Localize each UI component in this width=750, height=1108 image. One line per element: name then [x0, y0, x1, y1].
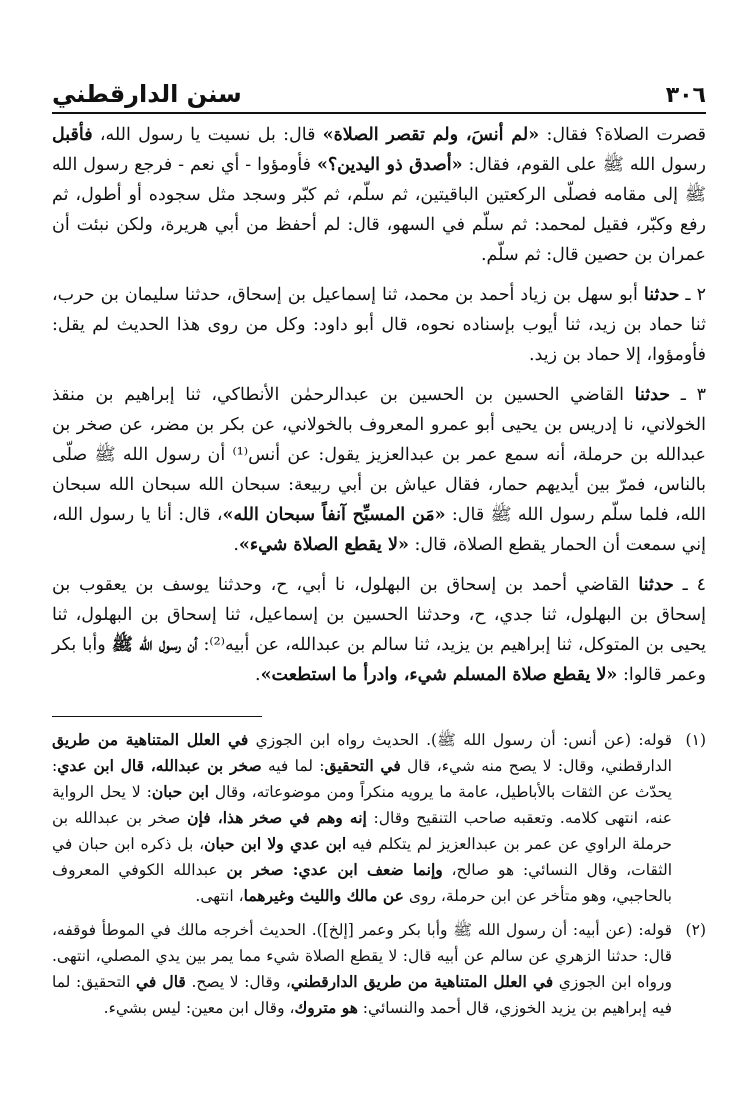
- emphasis: صخر بن عبدالله، قال ابن عدي: [57, 756, 262, 775]
- emphasis: في العلل المتناهية من طريق: [52, 730, 249, 749]
- text-run: : لما فيه: [261, 757, 325, 775]
- chain-lead: حدثنا: [638, 575, 674, 595]
- hadith-4: [52, 570, 706, 690]
- text-run: القاضي الحسين بن الحسين بن عبدالرحمٰن الأنطاكي، ثنا إبراهيم بن منقذ الخولاني، نا إدريس بن يحيى أبو عمرو المعروف بالخولاني، عن بكر بن مضر، عن صخر بن عبدالله بن حرملة، أنه سمع عمر بن عبدالعزيز يقول: عن أنس⁽¹⁾ أن رسول الله ﷺ صلّى بالناس، فمرّ بين أيديهم حمار، فقال عياش بن أبي ربيعة: سبحان الله سبحان الله سبحان الله، فلما سلّم رسول الله ﷺ قال:: [52, 385, 707, 525]
- footnote-text: [52, 917, 672, 1021]
- text-run: قصرت الصلاة؟ فقال:: [539, 125, 706, 145]
- text-run: : لا يحل الرواية عنه، انتهى كلامه. وتعقبه صاحب التنقيح وقال:: [52, 783, 672, 827]
- text-run: .: [233, 535, 239, 555]
- footnote-separator: [52, 716, 262, 717]
- text-run: وأبا بكر وعمر قالوا:: [52, 635, 706, 685]
- footnotes: [52, 727, 706, 1021]
- emphasis: أن رسول الله ﷺ: [111, 635, 198, 655]
- text-run: القاضي أحمد بن إسحاق بن البهلول، نا أبي، ح، وحدثنا يوسف بن يعقوب بن إسحاق بن البهلول، ثنا جدي، ح، وحدثنا الحسين بن إسماعيل، ثنا إسحاق بن البهلول، ثنا يحيى بن المتوكل، ثنا إبراهيم بن يزيد، ثنا سالم بن عبدالله، عن أبيه⁽²⁾:: [52, 575, 706, 655]
- text-run: ، وقال ابن معين: ليس بشيء.: [103, 999, 295, 1017]
- chain-lead: حدثنا: [634, 385, 671, 405]
- footnote-number: (٢): [685, 921, 706, 939]
- footnote-2: [52, 917, 706, 1021]
- emphasis: ابن عدي ولا ابن حبان: [204, 834, 347, 853]
- book-page: [52, 64, 706, 1029]
- text-run: فأومؤوا - أي نعم - فرجع رسول الله ﷺ إلى مقامه فصلّى الركعتين الباقيتين، ثم سلّم، ثم كبّر وسجد مثل سجوده أو أطول، ثم رفع وكبّر، فقيل لمحمد: ثم سلّم في السهو، قال: لم أحفظ من أبي هريرة، ولكن نبئت أن عمران بن حصين قال: ثم سلّم.: [52, 155, 706, 265]
- emphasis: هو متروك: [294, 998, 358, 1017]
- text-run: الدارقطني، وقال: لا يصح منه شيء، قال: [400, 757, 672, 775]
- book-title: سنن الدارقطني: [52, 80, 242, 108]
- text-run: عبدالله الكوفي المعروف بالحاجبي، وهو متأخر عن ابن حرملة، روى: [52, 861, 672, 905]
- text-run: قوله: (عن أبيه: أن رسول الله ﷺ وأبا بكر وعمر [إلخ]). الحديث أخرجه مالك في الموطأ فوقفه، قال: حدثنا الزهري عن سالم عن أبيه قال: لا يقطع الصلاة شيء مما يمر بين يدي المصلي، انتهى. ورواه ابن الجوزي: [52, 921, 672, 991]
- text-run: التحقيق: لما فيه إبراهيم بن يزيد الخوزي، قال أحمد والنسائي:: [52, 973, 672, 1017]
- text-run: صخر بن عبدالله بن حرملة الراوي عن عمر بن عبدالعزيز لم يتكلم فيه: [52, 809, 672, 853]
- hadith-quote: «لا يقطع صلاة المسلم شيء، وادرأ ما استطعت»: [260, 665, 618, 685]
- text-run: ، بل ذكره ابن حبان في الثقات، وقال النسائي: هو صالح،: [52, 835, 672, 879]
- paragraph-continuation: [52, 120, 706, 270]
- main-text: [52, 120, 706, 690]
- chain-lead: حدثنا: [643, 285, 680, 305]
- emphasis: عن مالك والليث وغيرهما: [243, 886, 404, 905]
- text-run: .: [255, 665, 261, 685]
- page-header: [52, 64, 706, 114]
- page-number: ٣٠٦: [665, 83, 706, 108]
- text-run: رسول الله ﷺ على القوم، فقال:: [462, 155, 706, 175]
- footnote-1: [52, 727, 706, 909]
- emphasis: فأقبل: [52, 125, 93, 145]
- text-run: ، انتهى.: [195, 887, 244, 905]
- emphasis: في التحقيق: [324, 756, 401, 775]
- hadith-quote: «لا يقطع الصلاة شيء»: [238, 535, 409, 555]
- hadith-number: ٣ ـ: [670, 385, 706, 405]
- emphasis: إنه وهم في صخر هذا، فإن: [187, 808, 367, 827]
- hadith-quote: «أصدق ذو اليدين؟»: [316, 155, 463, 175]
- text-run: أبو سهل بن زياد أحمد بن محمد، ثنا إسماعيل بن إسحاق، حدثنا سليمان بن حرب، ثنا حماد بن زيد، ثنا أيوب بإسناده نحوه، قال أبو داود: وكل من روى هذا الحديث لم يقل: فأومؤوا، إلا حماد بن زيد.: [52, 285, 706, 365]
- emphasis: في العلل المتناهية من طريق الدارقطني: [290, 972, 554, 991]
- emphasis: قال في: [136, 972, 186, 991]
- text-run: ، وقال: لا يصح.: [185, 973, 291, 991]
- text-run: : يحدّث عن الثقات بالأباطيل، عامة ما يرويه منكراً ومن موضوعاته، وقال: [52, 757, 672, 801]
- hadith-number: ٢ ـ: [679, 285, 706, 305]
- emphasis: وإنما ضعف ابن عدي: صخر بن: [226, 860, 443, 879]
- text-run: قال: بل نسيت يا رسول الله،: [92, 125, 323, 145]
- emphasis: ابن حبان: [151, 782, 209, 801]
- text-run: قوله: (عن أنس: أن رسول الله ﷺ). الحديث رواه ابن الجوزي: [248, 731, 672, 749]
- hadith-number: ٤ ـ: [673, 575, 706, 595]
- hadith-quote: «مَن المسبِّح آنفاً سبحان الله»: [222, 505, 446, 525]
- footnote-text: [52, 727, 672, 909]
- text-run: ، قال: أنا يا رسول الله، إني سمعت أن الحمار يقطع الصلاة، قال:: [52, 505, 706, 555]
- hadith-3: [52, 380, 706, 560]
- footnote-number: (١): [685, 731, 706, 749]
- hadith-2: [52, 280, 706, 370]
- hadith-quote: «لم أنسَ، ولم تقصر الصلاة»: [322, 125, 540, 145]
